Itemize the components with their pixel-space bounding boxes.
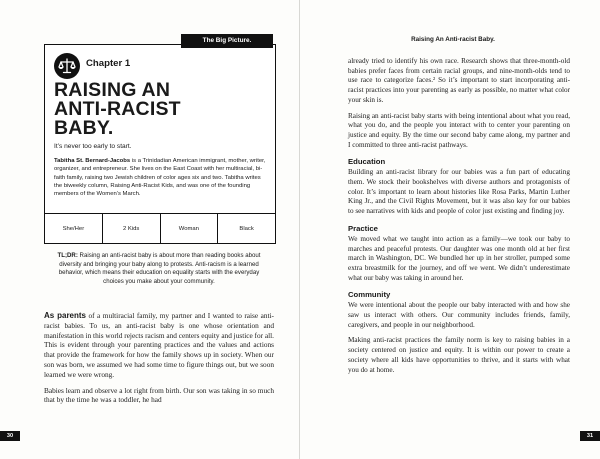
- section-heading-community: Community: [348, 290, 391, 300]
- chapter-card: [44, 44, 276, 244]
- author-tag: She/Her: [62, 226, 85, 232]
- author-name: Tabitha St. Bernard-Jacobs: [54, 158, 131, 164]
- section-heading-practice: Practice: [348, 223, 378, 233]
- author-bio: [54, 157, 268, 198]
- author-tag: Woman: [160, 214, 218, 244]
- paragraph: Raising an anti-racist baby starts with being intentional about what you read, what you do, and the people you interact with to center your parenting on justice and equity. By the time our second baby came along, my partner and I committed to three anti-racist pathways.: [348, 111, 570, 149]
- paragraph: We moved what we taught into action as a family—we took our baby to marches and peaceful protests. Our daughter was one month old at her first march in Washington, DC. We bundled her up in her stroller, pumped some extra breastmilk for the journey, and off we went. We didn’t underestimate what our baby was taking in around her.: [348, 234, 570, 282]
- paragraph: Babies learn and observe a lot right from birth. Our son was taking in so much that by the time he was a toddler, he had: [44, 385, 274, 405]
- author-tag: 2 Kids: [102, 214, 160, 244]
- chapter-title-line: RAISING AN: [54, 79, 171, 101]
- chapter-title: [54, 81, 274, 138]
- page-number-left: 30: [0, 431, 20, 441]
- right-body-text: [348, 57, 570, 381]
- author-bio-text: is a Trinidadian American immigrant, mother, writer, organizer, and entrepreneur. She lives on the East Coast with her multiracial, bi-faith family, raising two Jewish children of color ages six and two. Tabitha writes the biweekly column, Raising Anti-Racist Kids, and was one of the founding members of the Women’s March.: [54, 158, 266, 198]
- scales-of-justice-icon: [54, 53, 80, 79]
- paragraph: Making anti-racist practices the family norm is key to raising babies in a society centered on justice and equity. It is within our power to create a society where all kids have opportunities to thrive, and it starts with what you do at home.: [348, 336, 570, 374]
- chapter-title-line: ANTI-RACIST: [54, 98, 181, 120]
- running-head: Raising An Anti-racist Baby.: [411, 36, 495, 43]
- chapter-label: Chapter 1: [86, 58, 131, 69]
- tldr-label: TL;DR:: [57, 252, 78, 259]
- page-number-right: 31: [580, 431, 600, 441]
- tldr-summary: [52, 252, 266, 286]
- tldr-text: Raising an anti-racist baby is about more than reading books about diversity and bringing your baby along to protests. Anti-racism is a learned behavior, which means their education on equality starts with the everyday choices you make about your community.: [58, 252, 261, 285]
- author-tag: Black: [217, 214, 275, 244]
- paragraph: already tried to identify his own race. Research shows that three-month-old babies prefer faces from certain racial groups, and nine-month-olds tend to use race to categorize faces.² So it’s important to start incorporating anti-racist practices into your parenting as early as possible, no matter what color your skin is.: [348, 57, 570, 104]
- section-tag: The Big Picture.: [181, 34, 273, 48]
- left-body-text: [44, 311, 274, 411]
- paragraph-text: of a multiracial family, my partner and I wanted to raise anti-racist babies. To us, an anti-racist baby is one whose orientation and manifestation in this world rejects racism and centers equity and justice for all. This is evident through your parenting practices and the values and actions that provide the framework for how the family shows up in society. When our son was born, we assumed we had some time to figure things out, but we soon learned we were wrong.: [44, 311, 274, 379]
- chapter-subtitle: It’s never too early to start.: [54, 143, 132, 150]
- section-heading-education: Education: [348, 157, 386, 167]
- paragraph: Building an anti-racist library for our babies was a fun part of educating them. We stock their bookshelves with diverse authors and protagonists of color. It’s important to learn about histories like Rosa Parks, Martin Luther King Jr., and the Civil Rights Movement, but it was also key for our babies to see narratives with kids and people of color just existing and finding joy.: [348, 168, 570, 216]
- author-tags: [45, 213, 275, 244]
- paragraph: We were intentional about the people our baby interacted with and how she saw us interact with others. Our community includes friends, family, caregivers, and people in our neighborhood.: [348, 301, 570, 329]
- lead-in: As parents: [44, 311, 87, 320]
- chapter-title-line: BABY.: [54, 117, 114, 139]
- paragraph: [44, 311, 274, 380]
